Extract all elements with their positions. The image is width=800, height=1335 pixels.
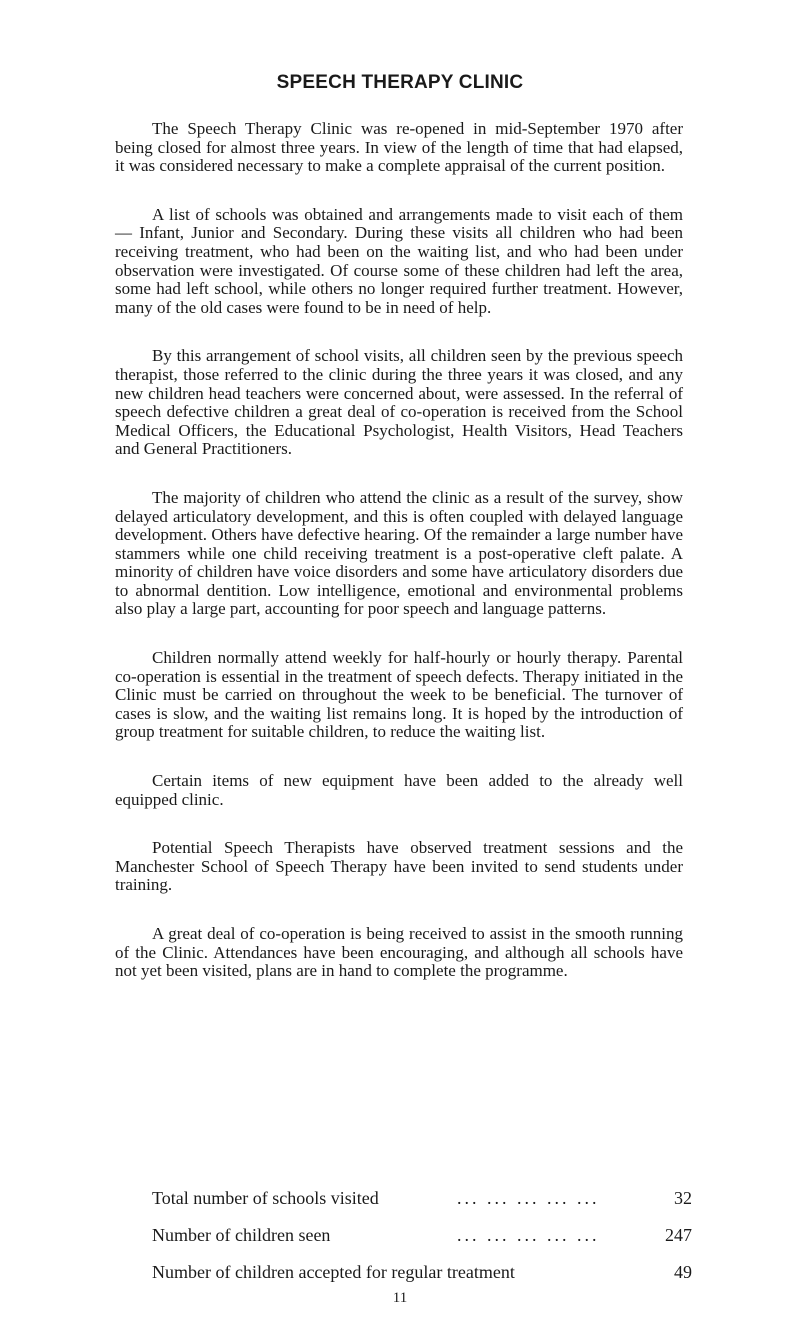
stat-leader-dots: ... ... ... ... ... — [457, 1188, 600, 1208]
statistics-list — [152, 1188, 692, 1299]
stat-leader-dots: ... ... ... ... ... — [457, 1225, 600, 1245]
stat-label: Number of children seen — [152, 1225, 331, 1245]
stat-row-children-seen — [152, 1225, 692, 1262]
stat-value: 247 — [665, 1225, 692, 1245]
paragraph-assessment: By this arrangement of school visits, all children seen by the previous speech therapist, those referred to the clinic during the three years it was closed, and any new children head teachers were concerned about, were assessed. In the referral of speech defective children a great deal of co-operation is received from the School Medical Officers, the Educational Psychologist, Health Visitors, Head Teachers and General Practitioners. — [115, 346, 683, 459]
page-heading: SPEECH THERAPY CLINIC — [276, 72, 524, 93]
body-text — [115, 120, 683, 1011]
stat-row-schools-visited — [152, 1188, 692, 1225]
paragraph-equipment: Certain items of new equipment have been added to the already well equipped clinic. — [115, 771, 683, 809]
paragraph-attendance: Children normally attend weekly for half-hourly or hourly therapy. Parental co-operation is essential in the treatment of speech defects. Therapy initiated in the Clinic must be carried on throughout the week to be beneficial. The turnover of cases is slow, and the waiting list remains long. It is hoped by the introduction of group treatment for suitable children, to reduce the waiting list. — [115, 648, 683, 742]
paragraph-conditions: The majority of children who attend the clinic as a result of the survey, show delayed articulatory development, and this is often coupled with delayed language development. Others have defective hearing. Of the remainder a large number have stammers while one child receiving treatment is a post-operative cleft palate. A minority of children have voice disorders and some have articulatory disorders due to abnormal dentition. Low intelligence, emotional and environmental problems also play a large part, accounting for poor speech and language patterns. — [115, 487, 683, 619]
paragraph-cooperation: A great deal of co-operation is being received to assist in the smooth running of the Clinic. Attendances have been encouraging, and although all schools have not yet been visited, plans are in hand to complete the programme. — [115, 924, 683, 981]
page-number: 11 — [392, 1290, 408, 1306]
stat-label: Total number of schools visited — [152, 1188, 379, 1208]
stat-value: 32 — [674, 1188, 692, 1208]
stat-value: 49 — [674, 1262, 692, 1282]
paragraph-students: Potential Speech Therapists have observed treatment sessions and the Manchester School of Speech Therapy have been invited to send students under training. — [115, 838, 683, 895]
stat-label: Number of children accepted for regular treatment — [152, 1262, 515, 1282]
paragraph-school-visits: A list of schools was obtained and arrangements made to visit each of them — Infant, Junior and Secondary. During these visits all children who had been receiving treatment, who had been on the waiting list, and who had been under observation were investigated. Of course some of these children had left the area, some had left school, while others no longer required further treatment. However, many of the old cases were found to be in need of help. — [115, 204, 683, 317]
paragraph-reopening: The Speech Therapy Clinic was re-opened in mid-September 1970 after being closed for almost three years. In view of the length of time that had elapsed, it was considered necessary to make a complete appraisal of the current position. — [115, 119, 683, 176]
